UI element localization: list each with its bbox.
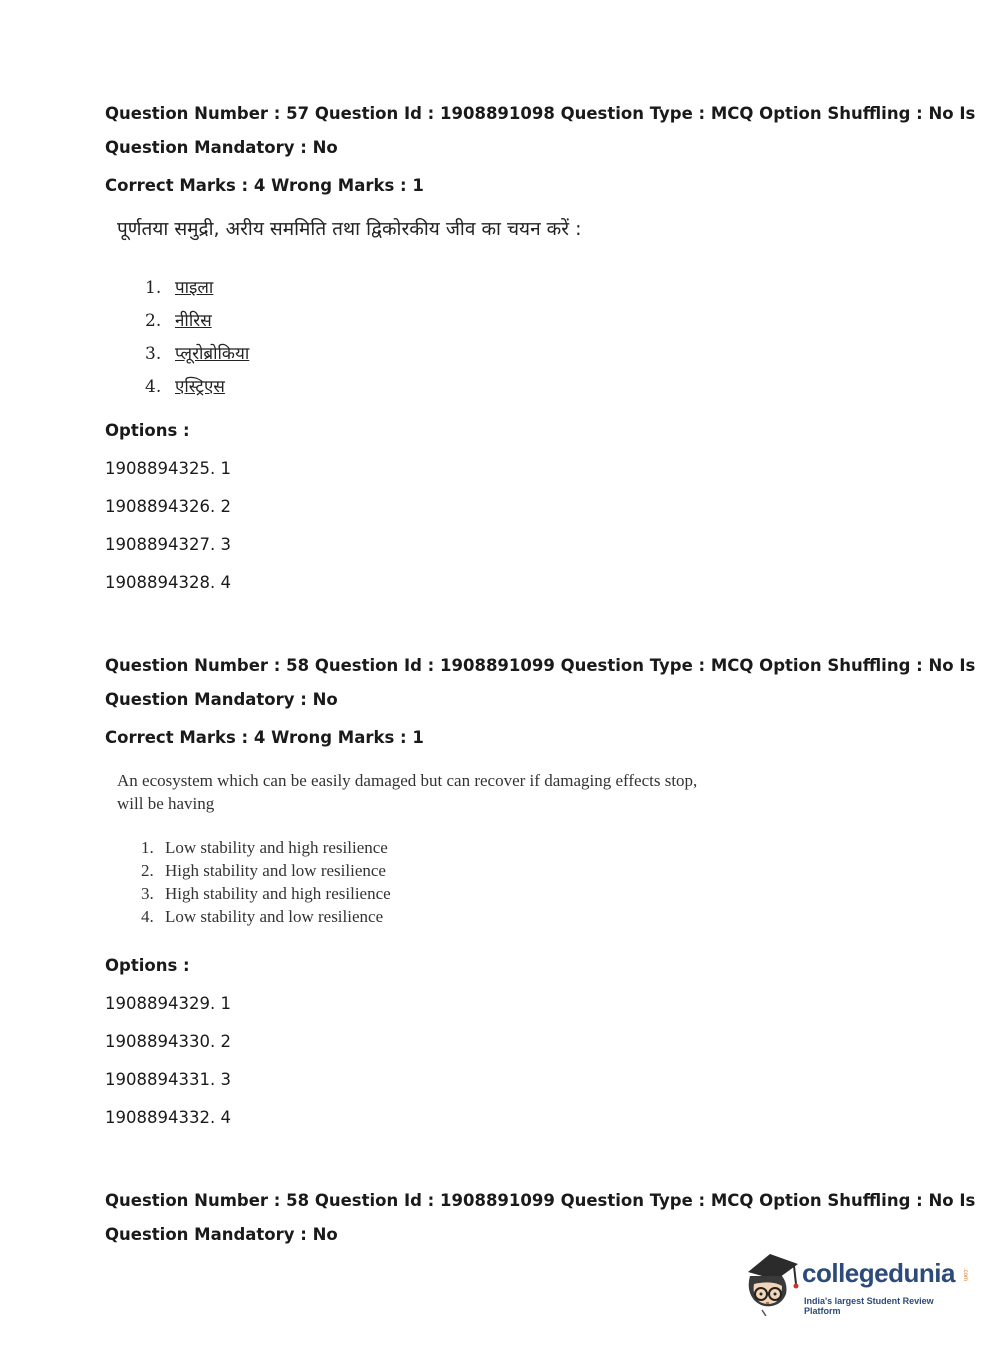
q58-choice-3: 3. High stability and high resilience bbox=[141, 884, 391, 903]
q58-option-1: 1908894329. 1 bbox=[105, 994, 231, 1013]
q57-choice-3: 3. प्लूरोब्रोकिया bbox=[145, 344, 250, 364]
q58-option-2: 1908894330. 2 bbox=[105, 1032, 231, 1051]
q58-option-3: 1908894331. 3 bbox=[105, 1070, 231, 1089]
q57-choice-2: 2. नीरिस bbox=[145, 311, 212, 331]
q57-header-line1: Question Number : 57 Question Id : 1908891098 Question Type : MCQ Option Shuffling : No Is bbox=[105, 104, 976, 123]
logo-wordmark: collegedunia bbox=[802, 1258, 955, 1288]
q58-option-4: 1908894332. 4 bbox=[105, 1108, 231, 1127]
q57-option-4: 1908894328. 4 bbox=[105, 573, 231, 592]
q57-choice-4: 4. एस्ट्रिएस bbox=[145, 377, 225, 397]
q58-question-text: An ecosystem which can be easily damaged but can recover if damaging effects stop, will be having bbox=[117, 771, 698, 813]
q57-options-label: Options : bbox=[105, 421, 190, 440]
q57-option-2: 1908894326. 2 bbox=[105, 497, 231, 516]
q57-marks: Correct Marks : 4 Wrong Marks : 1 bbox=[105, 176, 424, 195]
q57-header-line2: Question Mandatory : No bbox=[105, 138, 338, 157]
q57-choice-1: 1. पाइला bbox=[145, 278, 214, 298]
q58b-header-line1: Question Number : 58 Question Id : 1908891099 Question Type : MCQ Option Shuffling : No Is bbox=[105, 1191, 976, 1210]
q57-option-1: 1908894325. 1 bbox=[105, 459, 231, 478]
q58-options-label: Options : bbox=[105, 956, 190, 975]
logo-tagline: India's largest Student Review Platform bbox=[804, 1296, 934, 1316]
mascot-icon bbox=[742, 1250, 802, 1316]
q58-choice-4: 4. Low stability and low resilience bbox=[141, 907, 384, 926]
q58-choice-2: 2. High stability and low resilience bbox=[141, 861, 386, 880]
q58b-header-line2: Question Mandatory : No bbox=[105, 1225, 338, 1244]
q57-question-text: पूर्णतया समुद्री, अरीय सममिति तथा द्विकोरकीय जीव का चयन करें : bbox=[117, 218, 582, 240]
q58-header-line2: Question Mandatory : No bbox=[105, 690, 338, 709]
q58-header-line1: Question Number : 58 Question Id : 1908891099 Question Type : MCQ Option Shuffling : No Is bbox=[105, 656, 976, 675]
q58-choice-1: 1. Low stability and high resilience bbox=[141, 838, 388, 857]
collegedunia-logo bbox=[742, 1250, 972, 1320]
q58-marks: Correct Marks : 4 Wrong Marks : 1 bbox=[105, 728, 424, 747]
q57-option-3: 1908894327. 3 bbox=[105, 535, 231, 554]
logo-com-suffix: .com bbox=[962, 1268, 968, 1282]
